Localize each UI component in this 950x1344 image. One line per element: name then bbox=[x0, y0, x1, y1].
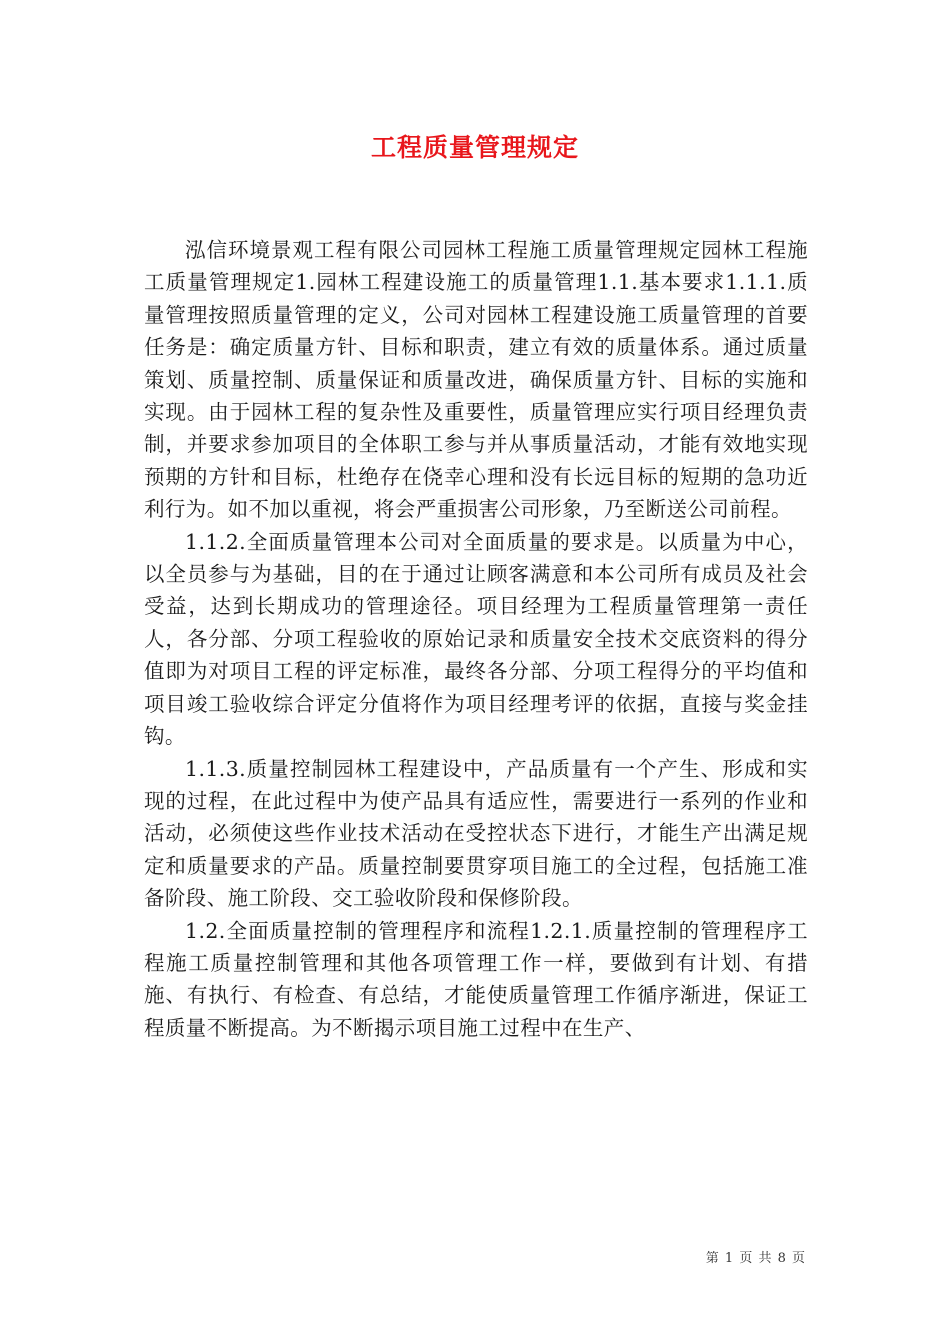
paragraph: 1.1.2.全面质量管理本公司对全面质量的要求是。以质量为中心，以全员参与为基础，目的在于通过让顾客满意和本公司所有成员及社会受益，达到长期成功的管理途径。项目经理为工程质量管理第一责任人，各分部、分项工程验收的原始记录和质量安全技术交底资料的得分值即为对项目工程的评定标准，最终各分部、分项工程得分的平均值和项目竣工验收综合评定分值将作为项目经理考评的依据，直接与奖金挂钩。 bbox=[144, 529, 808, 749]
document-body bbox=[144, 234, 808, 1044]
page-number: 第 1 页 共 8 页 bbox=[705, 1251, 806, 1266]
page-title: 工程质量管理规定 bbox=[370, 133, 579, 162]
paragraph: 1.1.3.质量控制园林工程建设中，产品质量有一个产生、形成和实现的过程，在此过程中为使产品具有适应性，需要进行一系列的作业和活动，必须使这些作业技术活动在受控状态下进行，才能生产出满足规定和质量要求的产品。质量控制要贯穿项目施工的全过程，包括施工准备阶段、施工阶段、交工验收阶段和保修阶段。 bbox=[144, 756, 808, 911]
paragraph: 1.2.全面质量控制的管理程序和流程1.2.1.质量控制的管理程序工程施工质量控制管理和其他各项管理工作一样，要做到有计划、有措施、有执行、有检查、有总结，才能使质量管理工作循序渐进，保证工程质量不断提高。为不断揭示项目施工过程中在生产、 bbox=[144, 918, 808, 1040]
paragraph: 泓信环境景观工程有限公司园林工程施工质量管理规定园林工程施工质量管理规定1.园林工程建设施工的质量管理1.1.基本要求1.1.1.质量管理按照质量管理的定义，公司对园林工程建设施工质量管理的首要任务是：确定质量方针、目标和职责，建立有效的质量体系。通过质量策划、质量控制、质量保证和质量改进，确保质量方针、目标的实施和实现。由于园林工程的复杂性及重要性，质量管理应实行项目经理负责制，并要求参加项目的全体职工参与并从事质量活动，才能有效地实现预期的方针和目标，杜绝存在侥幸心理和没有长远目标的短期的急功近利行为。如不加以重视，将会严重损害公司形象，乃至断送公司前程。 bbox=[144, 238, 808, 522]
